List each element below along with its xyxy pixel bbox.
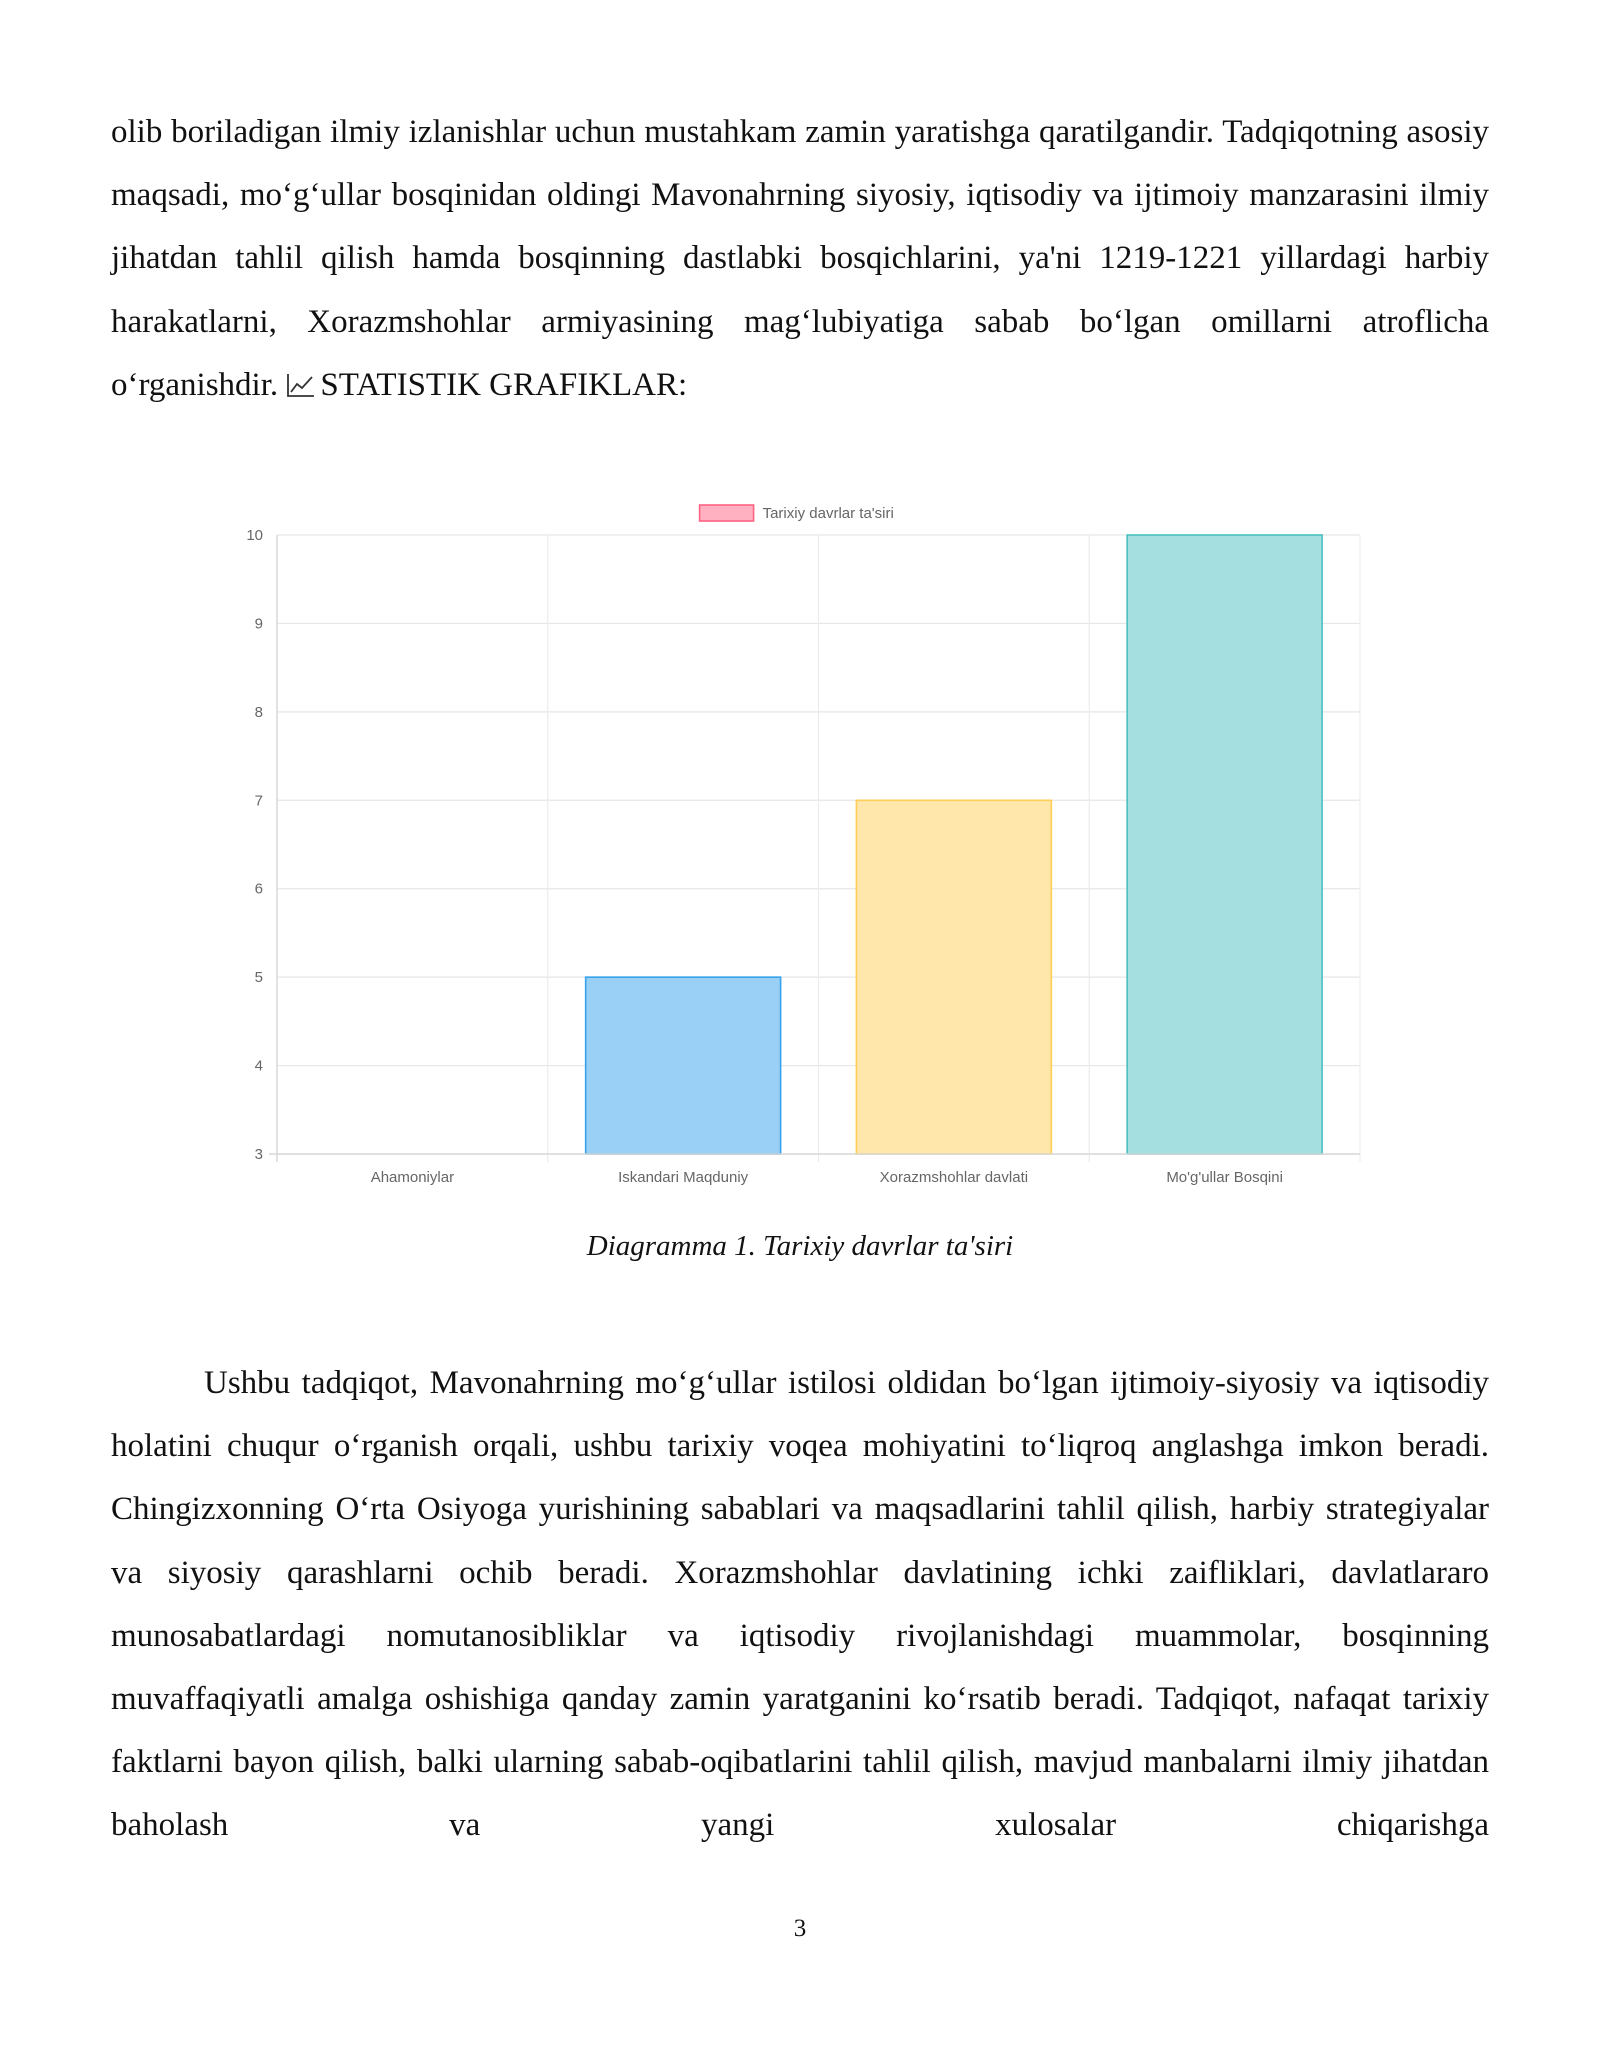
chart-caption: Diagramma 1. Tarixiy davrlar ta'siri xyxy=(586,1230,1014,1262)
intro-paragraph xyxy=(111,101,1489,417)
y-tick-label: 6 xyxy=(254,880,263,898)
legend-label: Tarixiy davrlar ta'siri xyxy=(762,505,894,522)
y-tick-label: 3 xyxy=(254,1146,263,1163)
bar-chart xyxy=(220,490,1380,1210)
y-tick-label: 9 xyxy=(254,615,263,633)
y-tick-label: 5 xyxy=(254,969,263,987)
y-tick-label: 10 xyxy=(246,527,263,544)
x-tick-label: Iskandari Maqduniy xyxy=(618,1169,749,1186)
y-tick-label: 8 xyxy=(254,703,263,721)
y-tick-label: 7 xyxy=(254,792,263,810)
body-paragraph: Ushbu tadqiqot, Mavonahrning mo‘g‘ullar istilosi oldidan bo‘lgan ijtimoiy-siyosiy va iqtisodiy holatini chuqur o‘rganish orqali, ushbu tarixiy voqea mohiyatini to‘liqroq anglashga imkon beradi. Chingizxonning O‘rta Osiyoga yurishining sabablari va maqsadlarini tahlil qilish, harbiy strategiyalar va siyosiy qarashlarni ochib beradi. Xorazmshohlar davlatining ichki zaifliklari, davlatlararo munosabatlardagi nomutanosibliklar va iqtisodiy rivojlanishdagi muammolar, bosqinning muvaffaqiyatli amalga oshishiga qanday zamin yaratganini ko‘rsatib beradi. Tadqiqot, nafaqat tarixiy faktlarni bayon qilish, balki ularning sabab-oqibatlarini tahlil qilish, mavjud manbalarni ilmiy jihatdan baholash va yangi xulosalar chiqarishga xyxy=(111,1365,1489,1844)
x-tick-label: Mo'g'ullar Bosqini xyxy=(1166,1169,1283,1186)
x-tick-label: Xorazmshohlar davlati xyxy=(879,1169,1029,1186)
section-heading: STATISTIK GRAFIKLAR: xyxy=(320,366,688,403)
x-tick-label: Ahamoniylar xyxy=(370,1169,455,1186)
bar xyxy=(856,800,1051,1154)
chart-bars xyxy=(586,535,1322,1154)
y-tick-label: 4 xyxy=(254,1057,263,1075)
chart-legend xyxy=(700,505,894,522)
bar xyxy=(586,977,781,1154)
intro-text: olib boriladigan ilmiy izlanishlar uchun mustahkam zamin yaratishga qaratilgandir. Tadqiqotning asosiy maqsadi, mo‘g‘ullar bosqinidan oldingi Mavonahrning siyosiy, iqtisodiy va ijtimoiy manzarasini ilmiy jihatdan tahlil qilish hamda bosqinning dastlabki bosqichlarini, ya'ni 1219-1221 yillardagi harbiy harakatlarni, Xorazmshohlar armiyasining mag‘lubiyatiga sabab bo‘lgan omillarni atroflicha o‘rganishdir. xyxy=(111,114,1489,403)
legend-swatch xyxy=(700,505,754,521)
page-number: 3 xyxy=(793,1915,807,1942)
bar xyxy=(1127,535,1322,1154)
bar-chart-svg xyxy=(220,490,1380,1210)
chart-increasing-icon xyxy=(286,372,316,398)
